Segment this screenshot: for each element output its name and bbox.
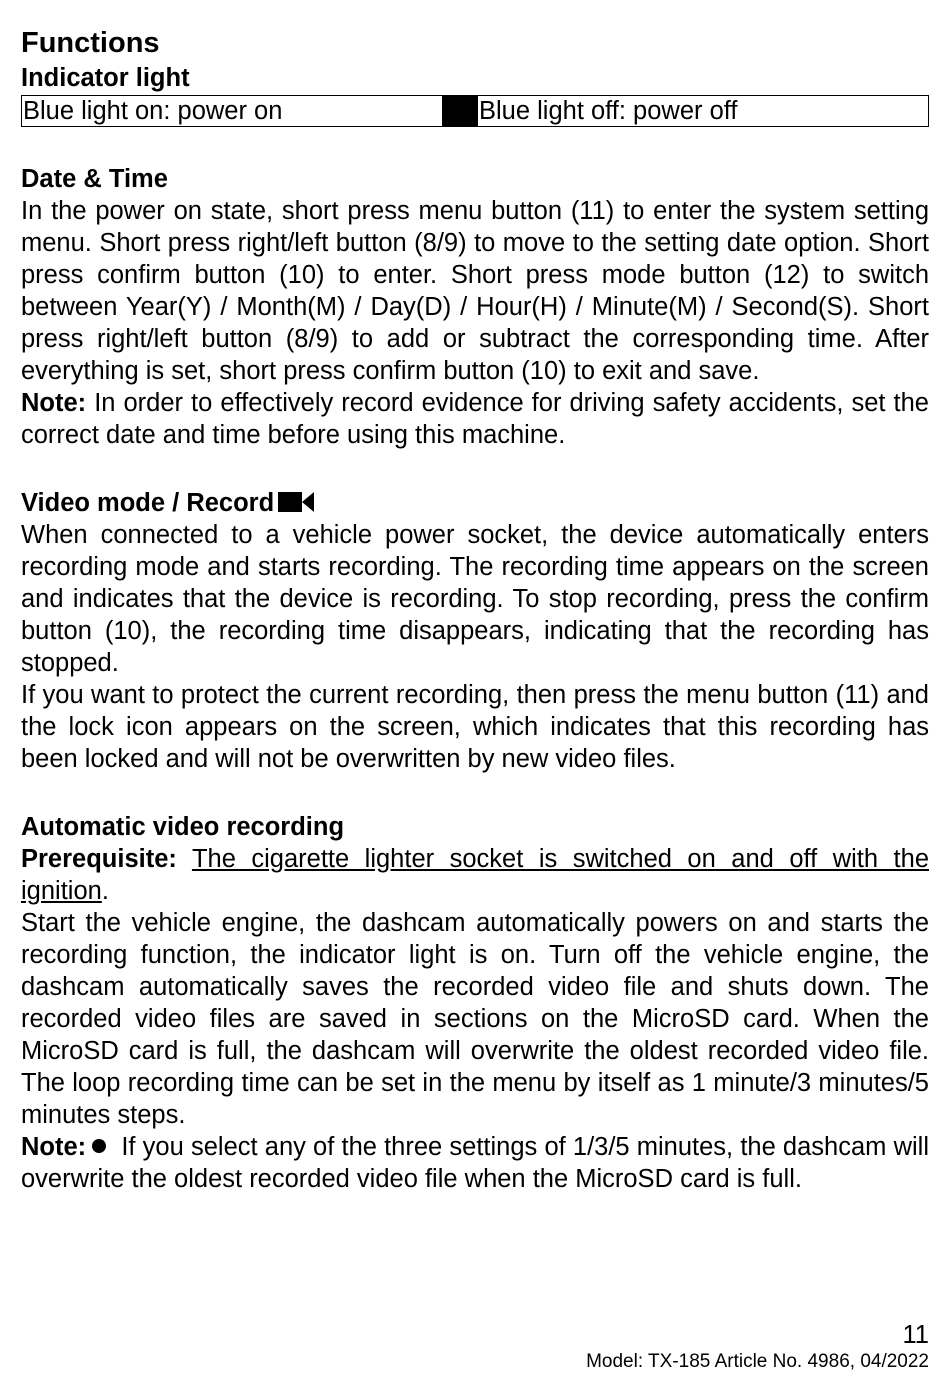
model-line: Model: TX-185 Article No. 4986, 04/2022 <box>586 1351 929 1372</box>
prerequisite-text: The cigarette lighter socket is switched on and off with the ignition <box>21 845 930 905</box>
bullet-icon <box>92 1139 106 1153</box>
page-title: Functions <box>21 27 160 59</box>
prerequisite-end: . <box>101 877 109 905</box>
date-time-note <box>21 387 929 451</box>
video-mode-heading-text: Video mode / Record <box>21 489 275 517</box>
note-text: If you select any of the three settings of 1/3/5 minutes, the dashcam will overwrite the oldest recorded video file when the MicroSD card is full. <box>21 1133 929 1193</box>
date-time-body: In the power on state, short press menu button (11) to enter the system setting menu. Short press right/left button (8/9) to move to the setting date option. Short press confirm button (10) to enter. Short press mode button (12) to switch between Year(Y) / Month(M) / Day(D) / Hour(H) / Minute(M) / Second(S). Short press right/left button (8/9) to add or subtract the corresponding time. After everything is set, short press confirm button (10) to exit and save. <box>21 197 929 385</box>
indicator-on-label: Blue light on: power on <box>23 97 283 125</box>
note-label: Note: <box>21 389 87 417</box>
note-label: Note: <box>21 1133 87 1161</box>
note-text: In order to effectively record evidence for driving safety accidents, set the correct date and time before using this machine. <box>21 389 929 449</box>
auto-recording-prerequisite <box>21 843 929 907</box>
indicator-table <box>21 95 929 127</box>
indicator-off-label: Blue light off: power off <box>479 97 738 125</box>
video-mode-para-1: When connected to a vehicle power socket, the device automatically enters recording mode and starts recording. The recording time appears on the screen and indicates that the device is recording. To stop recording, press the confirm button (10), the recording time disappears, indicating that the recording has stopped. <box>21 521 929 677</box>
auto-recording-body: Start the vehicle engine, the dashcam automatically powers on and starts the recording function, the indicator light is on. Turn off the vehicle engine, the dashcam automatically saves the recorded video file and shuts down. The recorded video files are saved in sections on the MicroSD card. When the MicroSD card is full, the dashcam will overwrite the oldest recorded video file. The loop recording time can be set in the menu by itself as 1 minute/3 minutes/5 minutes steps. <box>21 909 929 1129</box>
video-camera-icon <box>278 490 314 514</box>
page-number: 11 <box>902 1321 929 1349</box>
indicator-square-icon <box>441 96 478 127</box>
video-mode-para-2: If you want to protect the current recording, then press the menu button (11) and the lock icon appears on the screen, which indicates that this recording has been locked and will not be overwritten by new video files. <box>21 681 929 773</box>
auto-recording-note <box>21 1131 929 1195</box>
date-time-heading: Date & Time <box>21 165 168 193</box>
auto-recording-heading: Automatic video recording <box>21 813 345 841</box>
indicator-heading: Indicator light <box>21 64 190 92</box>
prerequisite-label: Prerequisite: <box>21 845 177 873</box>
video-mode-heading <box>21 487 929 519</box>
page-content <box>21 24 929 1195</box>
